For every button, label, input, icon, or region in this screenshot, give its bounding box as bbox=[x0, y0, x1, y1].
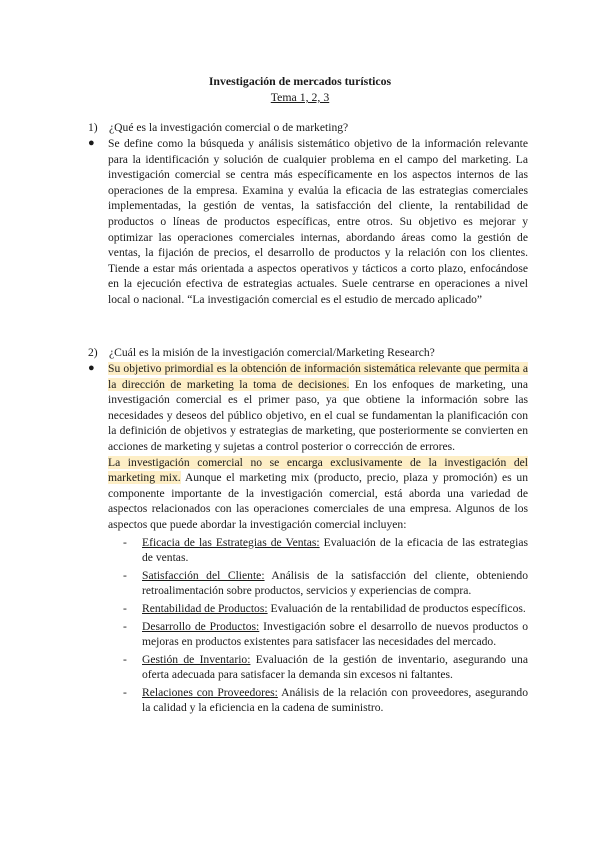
list-item-term: Eficacia de las Estrategias de Ventas: bbox=[142, 535, 320, 549]
dash-marker: - bbox=[123, 568, 127, 582]
question-1 bbox=[88, 120, 528, 136]
answer-1-text: Se define como la búsqueda y análisis sistemático objetivo de la información relevante para la identificación y solución de cualquier problema en el campo del marketing. La investigación comercial se centra más específicamente en los aspectos internos de las operaciones de la empresa. Examina y evalúa la eficacia de las estrategias comerciales implementadas, la gestión de ventas, la satisfacción del cliente, la rentabilidad de productos o líneas de productos específicas, entre otros. Su objetivo es mejorar y optimizar las operaciones comerciales internas, abordando áreas como la gestión de ventas, la fijación de precios, el desarrollo de productos y la relación con los clientes. Tiende a estar más orientada a aspectos operativos y tácticos a corto plazo, enfocándose en la ejecución efectiva de estrategias actuales. Suele centrarse en operaciones a nivel local o nacional. “La investigación comercial es el estudio de mercado aplicado” bbox=[108, 137, 528, 306]
document-subtitle: Tema 1, 2, 3 bbox=[270, 90, 330, 104]
list-item-term: Satisfacción del Cliente: bbox=[142, 568, 265, 582]
list-item bbox=[123, 619, 528, 650]
question-2-text: ¿Cuál es la misión de la investigación comercial/Marketing Research? bbox=[109, 346, 435, 359]
list-item-term: Relaciones con Proveedores: bbox=[142, 685, 278, 699]
list-item-term: Gestión de Inventario: bbox=[142, 652, 251, 666]
answer-2-bullet-item bbox=[88, 361, 528, 455]
list-item-text: Análisis de la satisfacción del cliente, obteniendo retroalimentación sobre productos, servicios y experiencias de compra. bbox=[142, 568, 529, 598]
answer-1-block bbox=[88, 136, 528, 308]
dash-marker: - bbox=[123, 652, 127, 666]
list-item-text: Evaluación de la gestión de inventario, asegurando una oferta adecuada para satisfacer la demanda sin excesos ni faltantes. bbox=[142, 652, 528, 682]
question-1-number: 1) bbox=[88, 121, 98, 134]
list-item bbox=[123, 568, 528, 599]
dash-marker: - bbox=[123, 685, 127, 699]
document-title: Investigación de mercados turísticos bbox=[208, 74, 392, 88]
answer-2-block bbox=[88, 361, 528, 716]
answer-2-p1-rest: En los enfoques de marketing, una investigación comercial es el primer paso, ya que obtiene la información sobre las necesidades y deseos del público objetivo, en el cual se fundamentan la planificación con la definición de objetivos y estrategias de marketing, que posteriormente se convierten en acciones de marketing y sujetas a control posterior o corrección de errores. bbox=[108, 377, 528, 453]
list-item bbox=[123, 601, 528, 617]
answer-2-paragraph-1 bbox=[108, 361, 528, 455]
list-item-term: Desarrollo de Productos: bbox=[142, 619, 260, 633]
list-item bbox=[123, 535, 528, 566]
dash-marker: - bbox=[123, 601, 127, 615]
dash-marker: - bbox=[123, 619, 127, 633]
highlighted-text: Su objetivo primordial es la obtención de información sistemática relevante que permita a la dirección de marketing la toma de decisiones. bbox=[108, 362, 528, 391]
list-item-term: Rentabilidad de Productos: bbox=[142, 601, 268, 615]
question-2 bbox=[88, 345, 528, 361]
bullet-icon: ● bbox=[88, 137, 95, 149]
answer-2-p2-rest: Aunque el marketing mix (producto, precio, plaza y promoción) es un componente importante de la investigación comercial, está aborda una variedad de aspectos relacionados con las operaciones comerciales de una empresa. Algunos de los aspectos que puede abordar la investigación comercial incluyen: bbox=[108, 471, 528, 531]
list-item bbox=[123, 652, 528, 683]
answer-1-bullet-item bbox=[88, 136, 528, 308]
list-item-text: Investigación sobre el desarrollo de nuevos productos o mejoras en productos existentes para satisfacer las necesidades del mercado. bbox=[142, 619, 528, 649]
list-item-text: Evaluación de la rentabilidad de productos específicos. bbox=[267, 601, 526, 615]
list-item-text: Evaluación de la eficacia de las estrategias de ventas. bbox=[142, 535, 529, 565]
question-1-text: ¿Qué es la investigación comercial o de marketing? bbox=[109, 121, 349, 134]
answer-2-paragraph-2 bbox=[88, 455, 528, 533]
dash-marker: - bbox=[123, 535, 127, 549]
highlighted-text: La investigación comercial no se encarga exclusivamente de la investigación del marketing mix. bbox=[108, 455, 528, 485]
list-item bbox=[123, 685, 528, 716]
question-2-number: 2) bbox=[88, 346, 98, 359]
bullet-icon: ● bbox=[88, 362, 95, 374]
list-item-text: Análisis de la relación con proveedores, asegurando la calidad y la eficiencia en la cadena de suministro. bbox=[142, 685, 528, 715]
